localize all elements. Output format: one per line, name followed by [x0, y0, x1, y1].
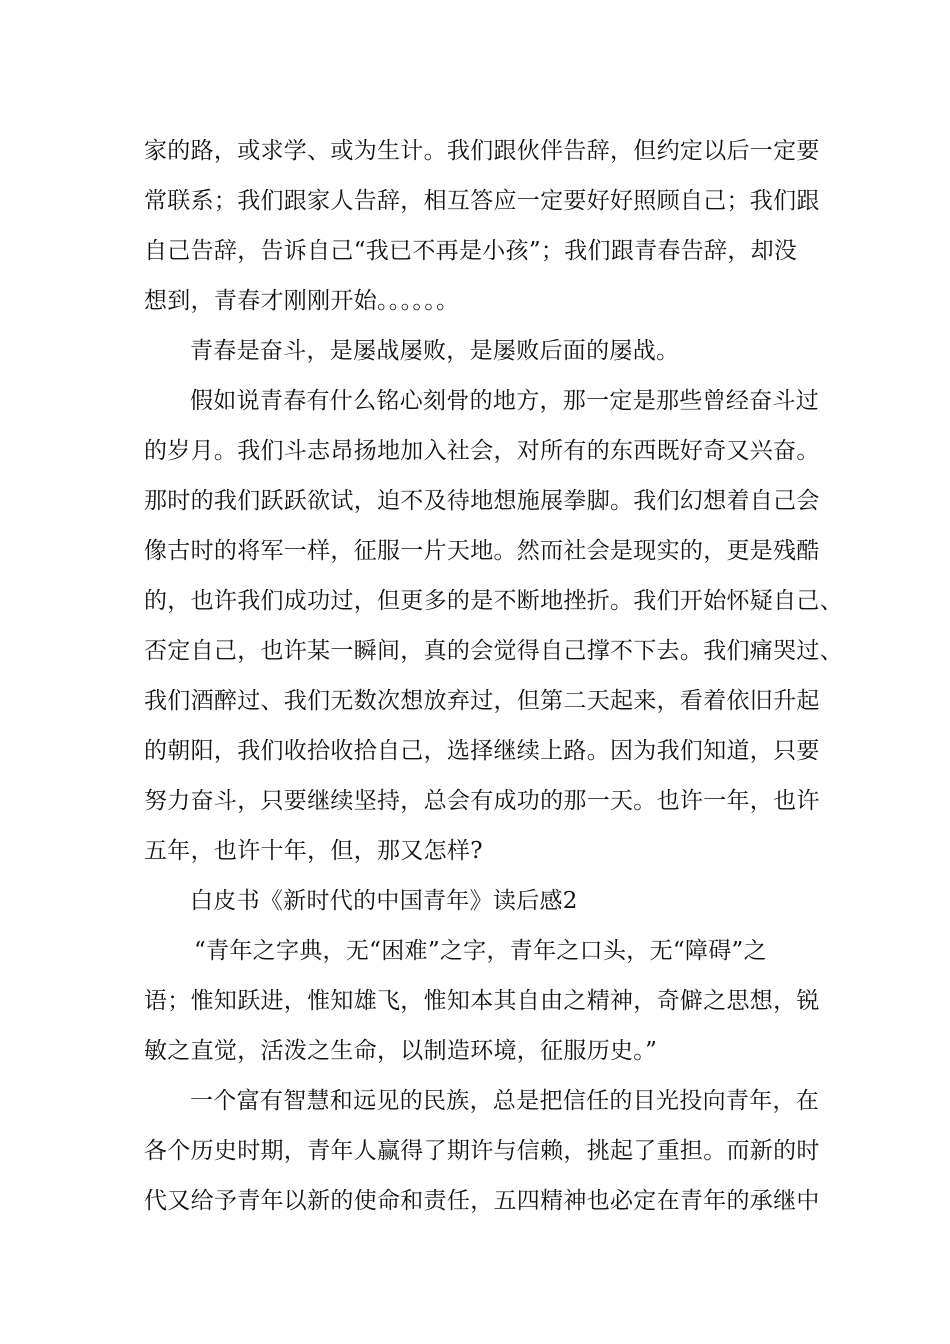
quote-start-line: “青年之字典，无“困难”之字，青年之口头，无“障碍”之 [194, 938, 767, 964]
text-line: 像古时的将军一样，征服一片天地。然而社会是现实的，更是残酷 [144, 538, 820, 564]
text-line: 我们酒醉过、我们无数次想放弃过，但第二天起来，看着依旧升起 [144, 688, 820, 714]
text-line: 否定自己，也许某一瞬间，真的会觉得自己撑不下去。我们痛哭过、 [144, 638, 843, 664]
text-line: 自己告辞，告诉自己“我已不再是小孩”；我们跟青春告辞，却没 [144, 238, 798, 264]
text-line: 各个历史时期，青年人赢得了期许与信赖，挑起了重担。而新的时 [144, 1138, 820, 1164]
section-heading: 白皮书《新时代的中国青年》读后感2 [190, 888, 578, 914]
text-line: 五年，也许十年，但，那又怎样? [144, 838, 483, 864]
text-line: 那时的我们跃跃欲试，迫不及待地想施展拳脚。我们幻想着自己会 [144, 488, 820, 514]
paragraph-start-line: 假如说青春有什么铭心刻骨的地方，那一定是那些曾经奋斗过 [190, 388, 820, 414]
text-line: 代又给予青年以新的使命和责任，五四精神也必定在青年的承继中 [144, 1188, 820, 1214]
text-line: 想到，青春才刚刚开始。。。。。。 [144, 288, 460, 314]
quote-line: 语；惟知跃进，惟知雄飞，惟知本其自由之精神，奇僻之思想，锐 [144, 988, 820, 1014]
text-line: 家的路，或求学、或为生计。我们跟伙伴告辞，但约定以后一定要 [144, 138, 820, 164]
paragraph-start-line: 青春是奋斗，是屡战屡败，是屡败后面的屡战。 [190, 338, 680, 364]
document-body [144, 126, 843, 1226]
quote-line: 敏之直觉，活泼之生命，以制造环境，征服历史。” [144, 1038, 658, 1064]
text-line: 常联系；我们跟家人告辞，相互答应一定要好好照顾自己；我们跟 [144, 188, 820, 214]
text-line: 的岁月。我们斗志昂扬地加入社会，对所有的东西既好奇又兴奋。 [144, 438, 820, 464]
text-line: 的朝阳，我们收拾收拾自己，选择继续上路。因为我们知道，只要 [144, 738, 820, 764]
text-line: 的，也许我们成功过，但更多的是不断地挫折。我们开始怀疑自己、 [144, 588, 843, 614]
text-line: 努力奋斗，只要继续坚持，总会有成功的那一天。也许一年，也许 [144, 788, 820, 814]
paragraph-start-line: 一个富有智慧和远见的民族，总是把信任的目光投向青年，在 [190, 1088, 820, 1114]
